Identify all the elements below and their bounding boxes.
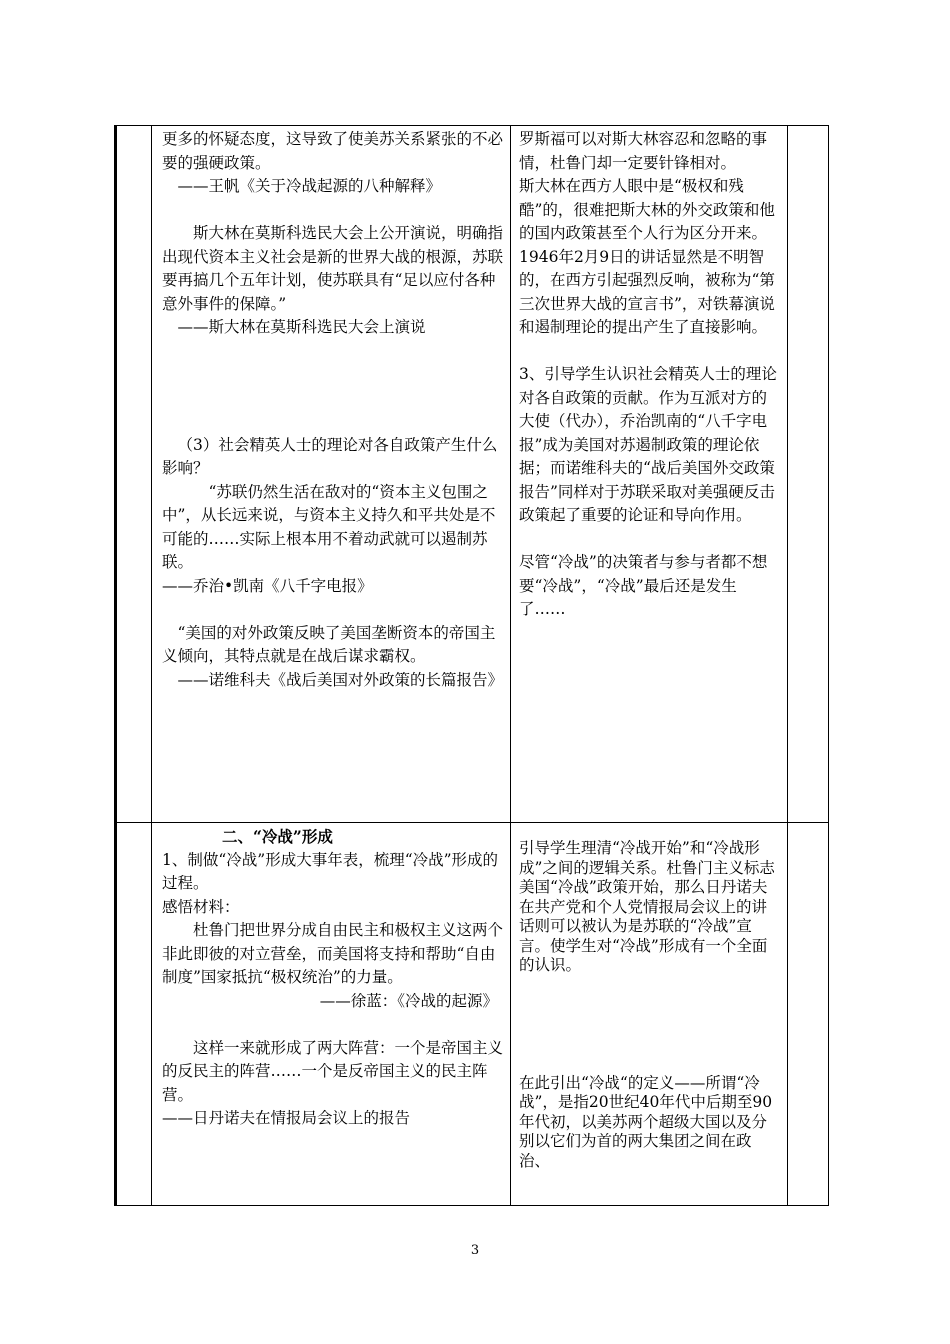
lesson-table [114, 125, 829, 1206]
text-paragraph: 尽管“冷战”的决策者与参与者都不想要“冷战”，“冷战”最后还是发生了…… [519, 553, 768, 618]
section-heading: 二、“冷战”形成 [222, 827, 333, 846]
source-citation: ——日丹诺夫在情报局会议上的报告 [162, 1109, 411, 1127]
notes-cell [788, 823, 829, 1206]
text-paragraph: 斯大林在西方人眼中是“极权和残酷”的，很难把斯大林的外交政策和他的国内政策甚至个人行为区分开来。1946年2月9日的讲话显然是不明智的，在西方引起强烈反响，被称为“第三次世界大战的宣言书”，对铁幕演说和遏制理论的提出产生了直接影响。 [519, 177, 775, 336]
material-label: 感悟材料： [162, 897, 240, 916]
quote-paragraph: “美国的对外政策反映了美国垄断资本的帝国主义倾向，其特点就是在战后谋求霸权。 [162, 623, 496, 665]
design-intent-cell [511, 126, 788, 823]
text-paragraph: 3、引导学生认识社会精英人士的理论对各自政策的贡献。作为互派对方的大使（代办），乔治凯南的“八千字电报”成为美国对苏遏制政策的理论依据；而诺维科夫的“战后美国外交政策报告”同样对于苏联采取对美强硬反击政策起了重要的论证和导向作用。 [519, 365, 777, 524]
question: （3）社会精英人士的理论对各自政策产生什么影响？ [162, 435, 498, 477]
task-paragraph: 1、制做“冷战”形成大事年表，梳理“冷战”形成的过程。 [162, 850, 499, 892]
source-citation: ——斯大林在莫斯科选民大会上演说 [177, 318, 426, 336]
text-paragraph: 罗斯福可以对斯大林容忍和忽略的事情，杜鲁门却一定要针锋相对。 [519, 130, 768, 172]
quote-paragraph: 杜鲁门把世界分成自由民主和极权主义这两个非此即彼的对立营垒，而美国将支持和帮助“自由制度”国家抵抗“极权统治”的力量。 [162, 921, 504, 986]
definition-paragraph: 在此引出“冷战“的定义——所谓“冷战”，是指20世纪40年代中后期至90年代初，以美苏两个超级大国以及分别以它们为首的两大集团之间在政治、 [519, 1073, 773, 1170]
text-paragraph: 引导学生理清“冷战开始”和“冷战形成”之间的逻辑关系。杜鲁门主义标志美国“冷战”政策开始，那么日丹诺夫在共产党和个人党情报局会议上的讲话则可以被认为是苏联的“冷战”宣言。使学生对“冷战”形成有一个全面的认识。 [519, 839, 775, 974]
source-citation: ——王帆《关于冷战起源的八种解释》 [177, 177, 442, 195]
margin-cell [116, 126, 152, 823]
page-number: 3 [470, 1243, 480, 1258]
table-row [116, 126, 829, 823]
text-paragraph: 斯大林在莫斯科选民大会上公开演说，明确指出现代资本主义社会是新的世界大战的根源，苏联要再搞几个五年计划，使苏联具有“足以应付各种意外事件的保障。” [162, 224, 504, 313]
source-citation: ——乔治•凯南《八千字电报》 [162, 576, 373, 595]
design-intent-cell [511, 823, 788, 1206]
margin-cell [116, 823, 152, 1206]
table-row [116, 823, 829, 1206]
material-cell [152, 823, 511, 1206]
quote-paragraph: “苏联仍然生活在敌对的“资本主义包围之中”，从长远来说，与资本主义持久和平共处是不可能的……实际上根本用不着动武就可以遏制苏联。 [162, 482, 496, 571]
material-cell [152, 126, 511, 823]
source-citation: ——徐蓝：《冷战的起源》 [319, 991, 498, 1010]
text-paragraph: 更多的怀疑态度，这导致了使美苏关系紧张的不必要的强硬政策。 [162, 130, 504, 172]
notes-cell [788, 126, 829, 823]
source-citation: ——诺维科夫《战后美国对外政策的长篇报告》 [177, 670, 504, 689]
quote-paragraph: 这样一来就形成了两大阵营：一个是帝国主义的反民主的阵营……一个是反帝国主义的民主阵营。 [162, 1038, 504, 1104]
